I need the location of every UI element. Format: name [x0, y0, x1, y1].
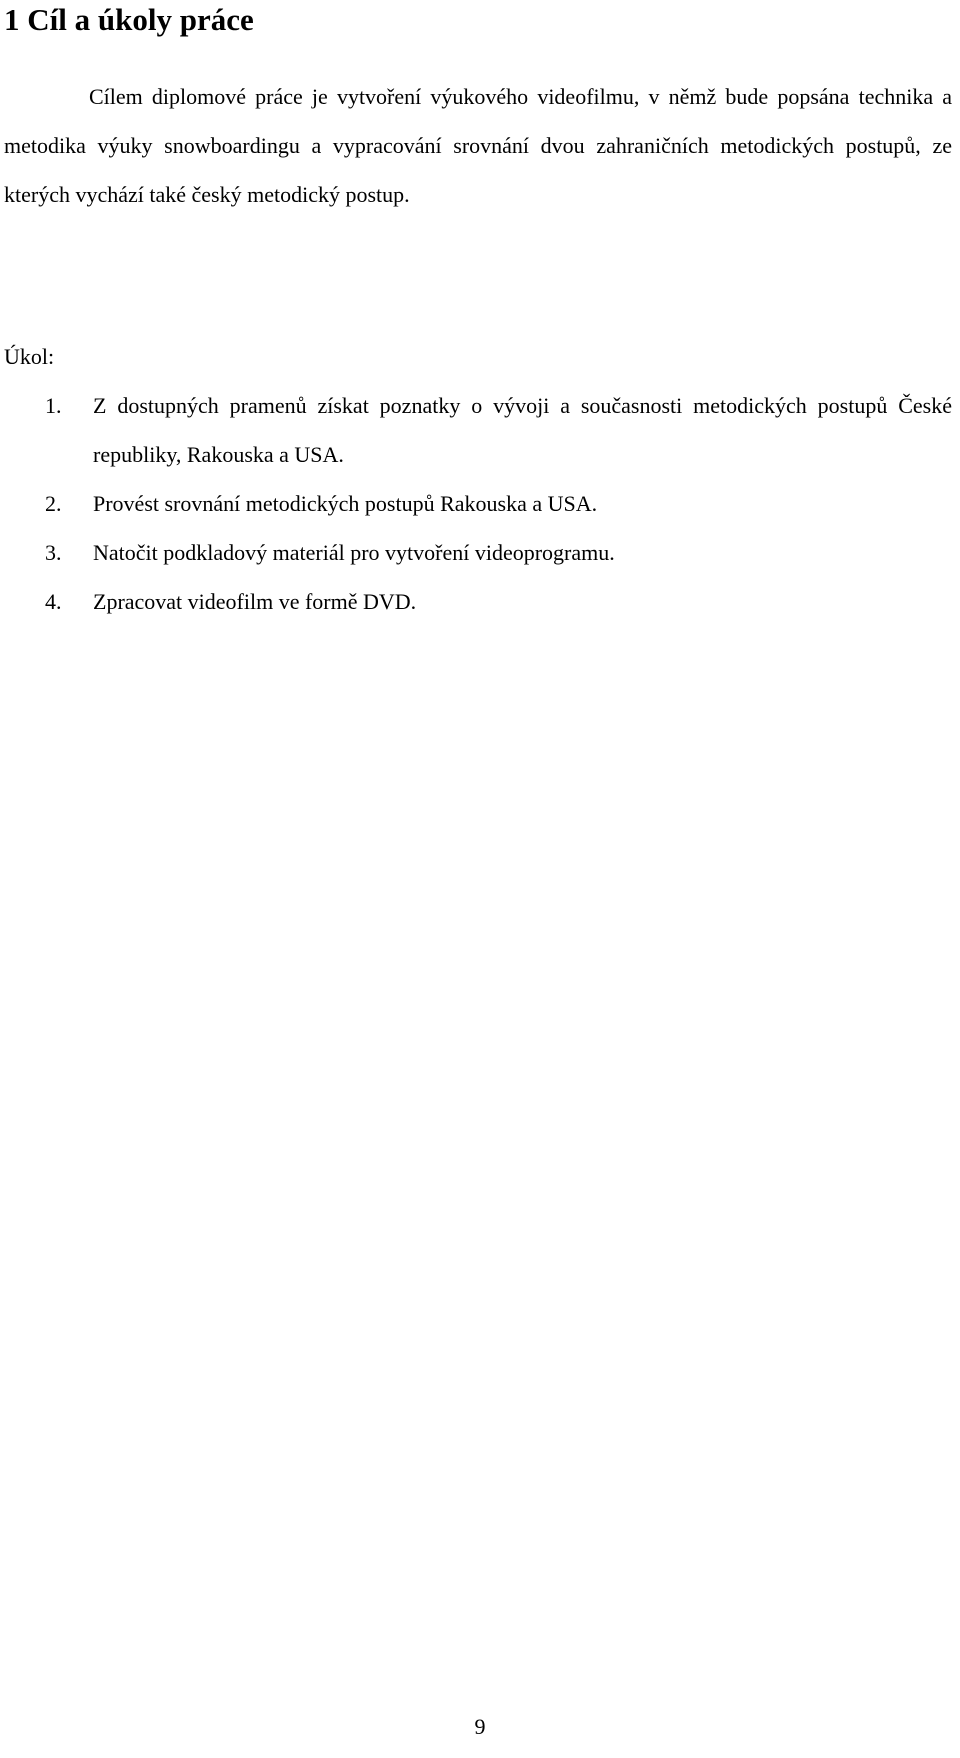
list-item-text: Natočit podkladový materiál pro vytvoření videoprogramu.	[93, 540, 615, 565]
list-item	[4, 528, 952, 577]
list-item-number: 3.	[45, 540, 62, 565]
list-item	[4, 381, 952, 479]
list-item-text: Provést srovnání metodických postupů Rakouska a USA.	[93, 491, 598, 516]
list-item-number: 4.	[45, 589, 62, 614]
intro-paragraph	[4, 72, 952, 219]
task-label: Úkol:	[4, 344, 55, 369]
list-item-text: Zpracovat videofilm ve formě DVD.	[93, 589, 417, 614]
list-item-text: Z dostupných pramenů získat poznatky o vývoji a současnosti metodických postupů České republiky, Rakouska a USA.	[93, 393, 952, 467]
list-item	[4, 577, 952, 626]
intro-first-line: Cílem diplomové práce je vytvoření výukového videofilmu, v němž bude	[89, 84, 769, 109]
task-list	[4, 381, 952, 626]
list-item	[4, 479, 952, 528]
intro-rest: popsána technika a metodika výuky snowboardingu a vypracování srovnání dvou zahraničních metodických postupů, ze kterých vychází také český metodický postup.	[4, 84, 953, 207]
chapter-heading: 1 Cíl a úkoly práce	[4, 2, 254, 37]
list-item-number: 1.	[45, 393, 62, 418]
page-number: 9	[474, 1714, 486, 1739]
list-item-number: 2.	[45, 491, 62, 516]
